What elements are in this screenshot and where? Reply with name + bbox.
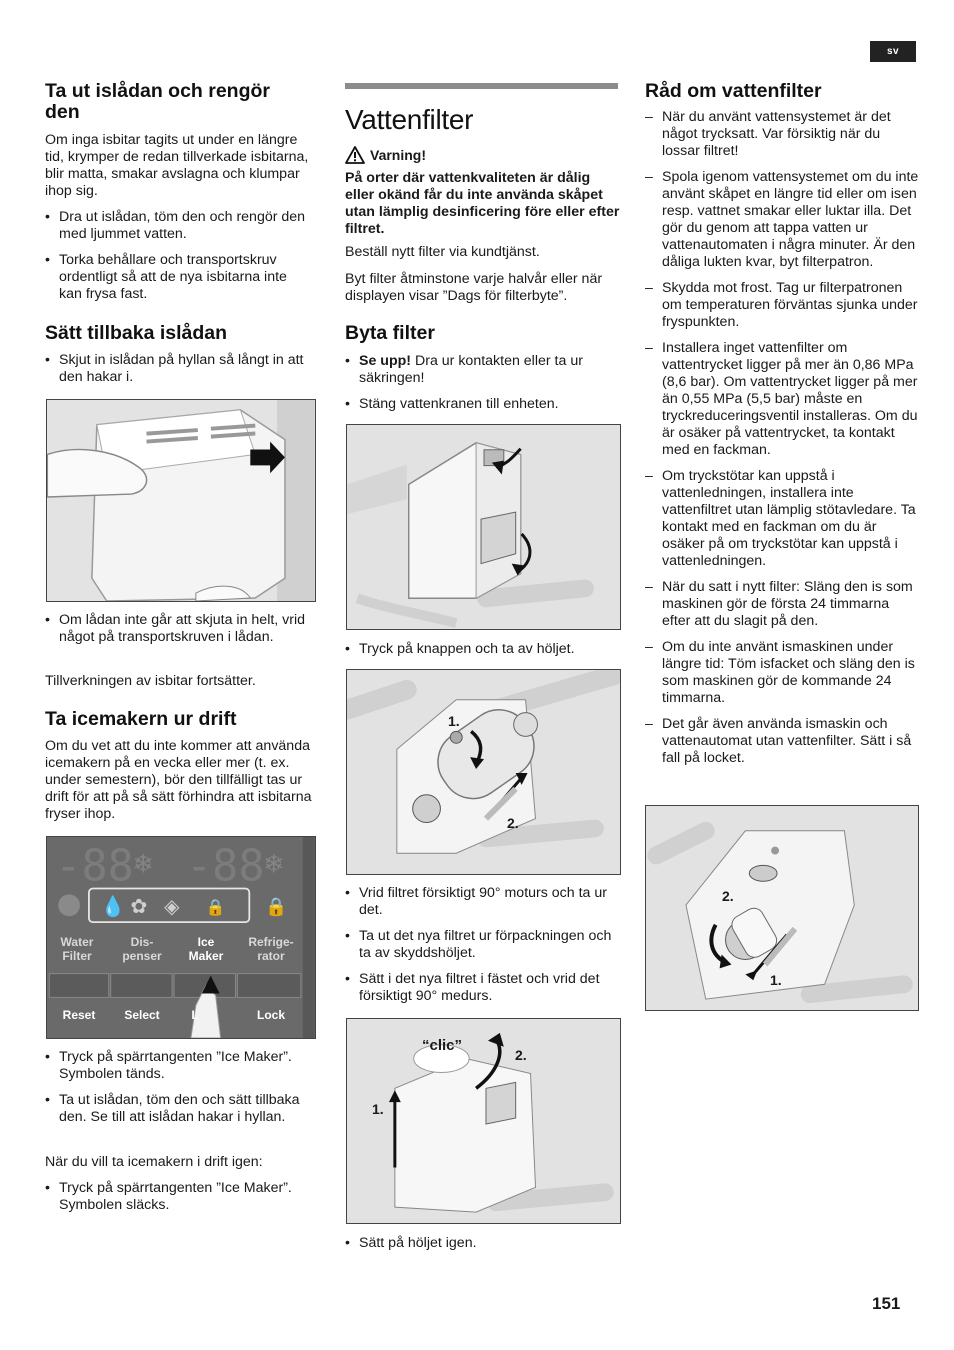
svg-text:🔒: 🔒 — [205, 899, 226, 917]
paragraph: Om inga isbitar tagits ut under en längre tid, krymper de redan tillverkade isbitarna, blir matta, smakar avslagna och klumpar ihop sig. — [45, 132, 309, 199]
list-item: • Om lådan inte går att skjuta in helt, vrid något på transportskruven i lådan. — [45, 612, 313, 646]
bullet-list — [345, 885, 620, 1005]
list-item: • Vrid filtret försiktigt 90° moturs och ta ur det. — [345, 885, 620, 919]
svg-text:🔒: 🔒 — [265, 896, 288, 917]
bullet-list — [45, 612, 313, 646]
section-title-remove-ice-bin: Ta ut islådan och rengör den — [45, 80, 271, 123]
paragraph: Beställ nytt filter via kundtjänst. — [345, 244, 540, 260]
list-item: • Ta ut det nya filtret ur förpackningen och ta av skyddshöljet. — [345, 928, 620, 962]
paragraph: När du vill ta icemakern i drift igen: — [45, 1154, 263, 1170]
svg-text:💧: 💧 — [100, 896, 126, 919]
panel-label-ice-maker: Ice Maker — [188, 935, 224, 963]
lock-button[interactable]: Lock — [256, 1008, 285, 1022]
warning-label: Varning! — [370, 147, 427, 163]
section-title-change-filter: Byta filter — [345, 322, 435, 344]
svg-text:-88: -88 — [55, 841, 134, 892]
svg-text:❄: ❄ — [132, 850, 155, 879]
list-item: • Skjut in islådan på hyllan så långt in att den hakar i. — [45, 352, 313, 386]
list-item: • Se upp! Dra ur kontakten eller ta ur säkringen! — [345, 353, 620, 387]
list-item: • Tryck på spärrtangenten ”Ice Maker”. Symbolen tänds. — [45, 1049, 317, 1083]
panel-label-refrigerator: Refrige- rator — [248, 935, 294, 963]
list-item: • Sätt i det nya filtret i fästet och vrid det försiktigt 90° medurs. — [345, 971, 620, 1005]
list-item: • Stäng vattenkranen till enheten. — [345, 396, 620, 413]
figure-control-panel — [46, 836, 316, 1039]
warning-triangle-icon — [345, 146, 365, 164]
list-item: – Spola igenom vattensystemet om du inte använt skåpet en längre tid eller om isen resp. vattnet smakar eller luktar illa. Det gör du genom att tappa vatten ur vattenautomaten i några minuter. Är den dåliga lukten kvar, byt filterpatron. — [645, 169, 921, 271]
figure-replace-cover — [346, 1018, 621, 1224]
list-item: – Skydda mot frost. Tag ur filterpatronen om temperaturen förväntas sjunka under fryspunkten. — [645, 280, 921, 331]
list-item: – Om du inte använt ismaskinen under längre tid: Töm isfacket och släng den is som maskinen gör de kommande 24 timmarna. — [645, 639, 921, 707]
ice-maker-lock-button[interactable]: L — [191, 1008, 199, 1022]
figure-remove-cover — [346, 424, 621, 630]
figure-insert-ice-bin — [46, 399, 316, 602]
reset-button[interactable]: Reset — [62, 1008, 96, 1022]
list-item: • Tryck på spärrtangenten ”Ice Maker”. Symbolen släcks. — [45, 1180, 317, 1214]
list-item: – När du satt i nytt filter: Släng den is som maskinen gör de första 24 timmarna efter att du slagit på den. — [645, 579, 921, 630]
paragraph: Om du vet att du inte kommer att använda icemakern på en vecka eller mer (t. ex. under semestern), bör den tillfälligt tas ur drift för att på så sätt förhindra att isbitarna fryser ihop. — [45, 738, 312, 822]
section-rule — [345, 83, 618, 89]
panel-label-water-filter: Water Filter — [60, 935, 94, 963]
list-item: • Dra ut islådan, töm den och rengör den med ljummet vatten. — [45, 209, 313, 243]
clic-label: “clic” — [422, 1037, 463, 1054]
bullet-list — [45, 209, 313, 303]
list-item: – Om tryckstötar kan uppstå i vattenledningen, installera inte vattenfiltret utan lämplig stötavledare. Ta kontakt med en fackman om du är osäker på om tryckstötar kan uppstå i vattenledningen. — [645, 468, 921, 570]
panel-label-dispenser: Dis- penser — [122, 935, 162, 963]
replace-cover-illustration — [347, 1019, 620, 1223]
page-title: Vattenfilter — [345, 104, 474, 135]
section-title-disable-icemaker: Ta icemakern ur drift — [45, 708, 237, 730]
list-item: – När du använt vattensystemet är det något trycksatt. Var försiktig när du lossar filtret! — [645, 109, 921, 160]
list-item: • Torka behållare och transportskruv ordentligt så att de nya isbitarna inte kan frysa fast. — [45, 252, 313, 303]
step-label-2: 2. — [515, 1047, 527, 1063]
ice-bin-illustration — [47, 400, 315, 601]
svg-text:◈: ◈ — [164, 896, 180, 919]
bullet-list — [345, 353, 620, 413]
list-item: – Det går även använda ismaskin och vattenautomat utan vattenfilter. Sätt i så fall på locket. — [645, 716, 921, 767]
bullet-list — [45, 1049, 317, 1126]
page-number: 151 — [872, 1294, 901, 1313]
section-title-reinsert-ice-bin: Sätt tillbaka islådan — [45, 322, 228, 344]
bullet-list — [345, 641, 620, 658]
step-label-1: 1. — [448, 713, 460, 729]
list-item: • Sätt på höljet igen. — [345, 1235, 620, 1252]
select-button[interactable]: Select — [124, 1008, 160, 1022]
warning-heading — [345, 145, 426, 165]
advice-list — [645, 109, 921, 767]
figure-filter-bypass — [645, 805, 919, 1011]
step-label-2: 2. — [507, 815, 519, 831]
remove-cover-illustration — [347, 425, 620, 629]
step-label-2: 2. — [722, 888, 734, 904]
bullet-list — [345, 1235, 620, 1252]
list-item: • Tryck på knappen och ta av höljet. — [345, 641, 620, 658]
bullet-list — [45, 1180, 317, 1214]
filter-bypass-illustration — [646, 806, 918, 1010]
list-item: • Ta ut islådan, töm den och sätt tillbaka den. Se till att islådan hakar i hyllan. — [45, 1092, 317, 1126]
bullet-list — [45, 352, 313, 386]
svg-text:✿: ✿ — [130, 896, 148, 919]
list-item: – Installera inget vattenfilter om vattentrycket ligger på mer än 0,86 MPa (8,6 bar). Om vattentrycket ligger på mer än 0,55 MPa (5,5 bar) måste en tryckreduceringsventil installeras. Om du är osäker på vattentrycket, ta kontakt med en fackman. — [645, 340, 921, 459]
paragraph: Tillverkningen av isbitar fortsätter. — [45, 673, 256, 689]
svg-text:❄: ❄ — [263, 850, 285, 879]
figure-rotate-filter — [346, 669, 621, 875]
paragraph: Byt filter åtminstone varje halvår eller när displayen visar ”Dags för filterbyte”. — [345, 271, 603, 304]
svg-text:-88: -88 — [185, 841, 265, 892]
section-title-filter-advice: Råd om vattenfilter — [645, 80, 822, 102]
language-tag: sv — [870, 41, 916, 62]
warning-text: På orter där vattenkvaliteten är dålig eller okänd får du inte använda skåpet utan lämplig desinficering före eller efter filtret. — [345, 170, 620, 237]
rotate-filter-illustration — [347, 670, 620, 874]
step-label-1: 1. — [770, 972, 782, 988]
step-label-1: 1. — [372, 1101, 384, 1117]
